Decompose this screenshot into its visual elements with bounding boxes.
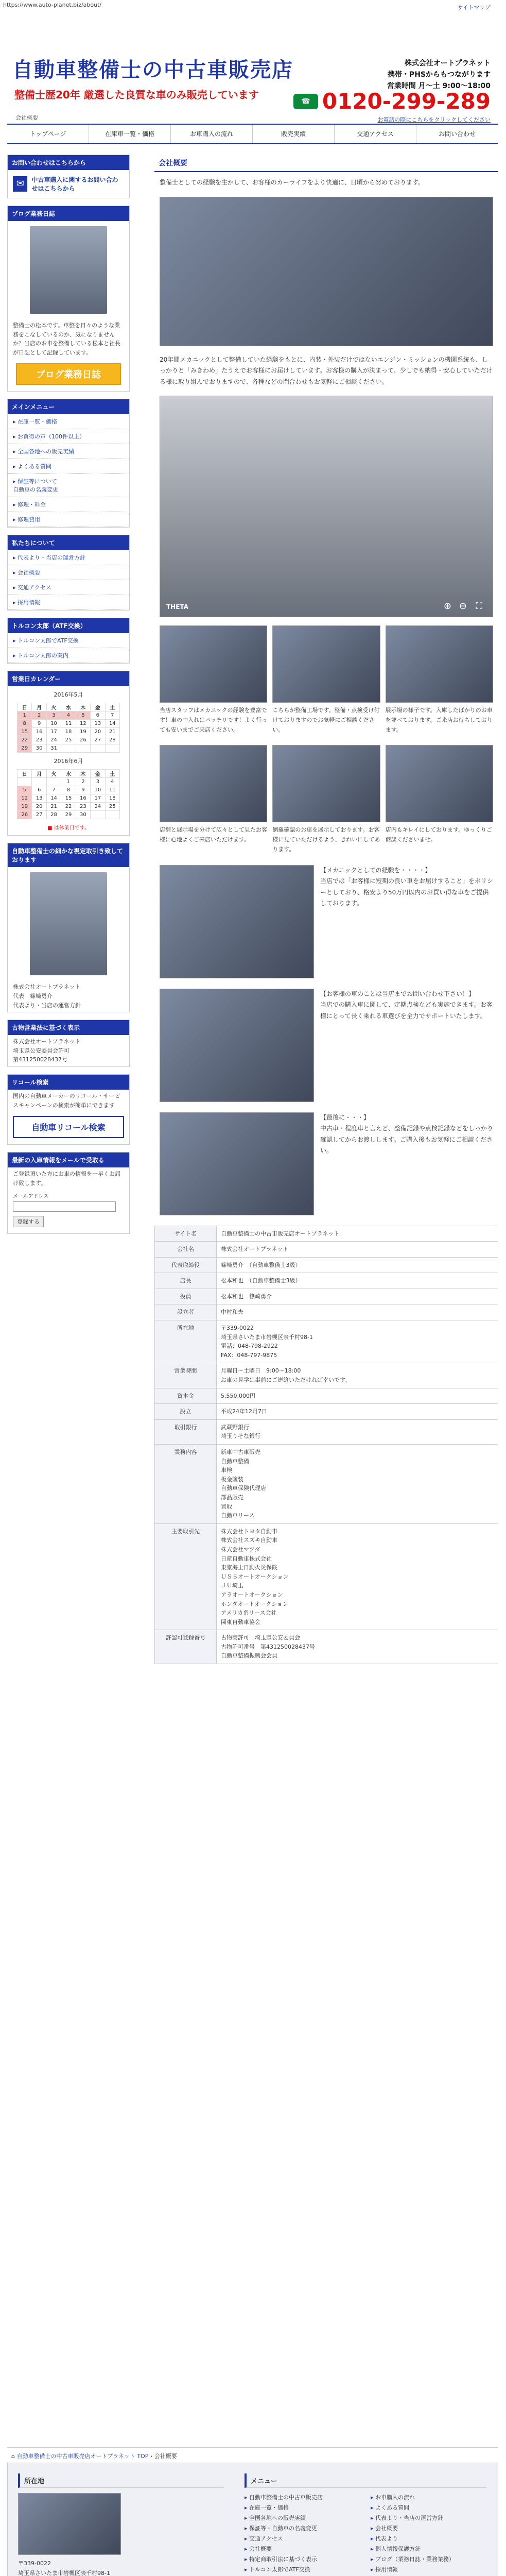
mobile-call-link[interactable]: お電話の際にこちらをクリックしてください [377, 116, 491, 123]
mail-icon: ✉ [13, 176, 27, 192]
blog-head: ブログ業務日誌 [8, 206, 129, 221]
toolkun-item[interactable]: ▸ トルコン太郎の案内 [8, 648, 129, 663]
recall-button[interactable]: 自動車リコール検索 [13, 1116, 124, 1138]
photo-caption: 網羅確認のお車を展示しております。お客様に見ていただけるよう、きれいにしてあります。 [272, 826, 380, 853]
phone-number-text: 0120-299-289 [322, 89, 491, 114]
footer-company [18, 2473, 224, 2576]
photo-caption: 展示場の様子です。入庫したばかりのお車を並べております。ご来店お待ちしております。 [385, 707, 493, 733]
about-head: 私たちについて [8, 535, 129, 550]
table-row: 会社名 株式会社オートプラネット [155, 1242, 498, 1258]
about-box [7, 535, 130, 611]
store-photo [160, 745, 267, 822]
footer-link[interactable]: ▸ 全国各地への販売実績 [245, 2514, 360, 2522]
license-head: 古物営業法に基づく表示 [8, 1020, 129, 1035]
menu-item[interactable]: ▸ 保証等について 自動車の名義変更 [8, 474, 129, 497]
mail-head: 最新の入庫情報をメールで受取る [8, 1153, 129, 1167]
recall-head: リコール検索 [8, 1075, 129, 1090]
nav-top[interactable]: トップページ [7, 125, 89, 143]
sidebar [7, 155, 130, 1241]
footer-link[interactable]: ▸ よくある質問 [371, 2503, 486, 2512]
panorama-viewer[interactable] [160, 396, 493, 617]
calendar-box [7, 671, 130, 836]
footer-link[interactable]: ▸ ブログ（業務日誌・業務業務） [371, 2555, 486, 2563]
menu-item[interactable]: ▸ 全国各地への販売実績 [8, 444, 129, 459]
workshop-photo [272, 625, 380, 703]
calendar-june: 日 月 火 水 木 金 土 1 2 3 4 5 6 7 8 9 10 11 12 13 14 15 16 17 18 19 20 21 22 23 24 25 26 27 28 29 30 [17, 769, 120, 819]
table-row: 店長 松本和也 （自動車整備士3級） [155, 1273, 498, 1289]
zoom-in-icon[interactable]: ⊕ [443, 601, 451, 612]
side-text-3: 【最後に・・・】 中古車・程度車と言えど、整備記録や点検記録などをしっかり確認してからお渡しします。ご購入後もお気軽にご相談ください。 [320, 1113, 494, 1155]
breadcrumb-separator: › [150, 2453, 154, 2460]
page-title: 会社概要 [154, 155, 498, 172]
menu-item[interactable]: ▸ 在庫一覧・価格 [8, 414, 129, 429]
about-item[interactable]: ▸ 採用情報 [8, 595, 129, 610]
nav-access[interactable]: 交通アクセス [335, 125, 416, 143]
breadcrumb-current: 会社概要 [154, 2453, 177, 2460]
photo-caption: 店内もキレイにしております。ゆっくりご商談くださいませ。 [385, 826, 493, 843]
mail-text: ご登録頂いた方にお車の情報を一早くお届け致します。 [13, 1171, 120, 1187]
footer-link[interactable]: ▸ トルコン太郎でATF交換 [245, 2565, 360, 2573]
contact-box [7, 155, 130, 198]
footer-link[interactable]: ▸ 採用情報 [371, 2565, 486, 2573]
footer-link[interactable]: ▸ 個人情報保護方針 [371, 2545, 486, 2553]
staff-photo-small [160, 625, 267, 703]
table-row: 業務内容 新車中古車販売 自動車整備 車検 板金塗装 自動車保険代理店 部品販売 買取 自動車リース [155, 1445, 498, 1524]
zoom-out-icon[interactable]: ⊖ [459, 601, 467, 612]
table-row: 主要取引先 株式会社トヨタ自動車 株式会社スズキ自動車 株式会社マツダ 日産自動車株式会社 東京海上日動火災保険 ＵＳＳオートオークション ＪＵ埼玉 アラオートオークション ホンダオートオークション アメリカ系リース会社 関東自動車協会 [155, 1523, 498, 1630]
footer-link[interactable]: ▸ 自動車整備士の中古車販売店 [245, 2493, 360, 2501]
representative-photo [30, 872, 107, 975]
table-row: サイト名 自動車整備士の中古車販売店オートプラネット [155, 1226, 498, 1242]
breadcrumb-home[interactable]: 自動車整備士の中古車販売店オートプラネット TOP [16, 2453, 149, 2460]
main-content [154, 155, 498, 1669]
footer-link[interactable]: ▸ 会社概要 [245, 2545, 360, 2553]
phone-number[interactable] [293, 89, 491, 114]
table-row: 許認可登録番号 古物商許可 埼玉県公安委員会 古物許可番号 第431250028437号 自動車整備振興会会員 [155, 1630, 498, 1664]
footer-link[interactable]: ▸ 代表より [371, 2534, 486, 2543]
about-item[interactable]: ▸ 会社概要 [8, 565, 129, 580]
blog-box [7, 206, 130, 392]
site-header [0, 12, 506, 123]
photo-row-1 [154, 620, 498, 740]
table-row: 取引銀行 武蔵野銀行 埼玉りそな銀行 [155, 1419, 498, 1444]
footer-photo [18, 2493, 121, 2555]
photo-caption: 店舗と展示場を分けて広々として見たお客様に心地よくご来店いただけます。 [160, 826, 267, 843]
staff-head: 自動車整備士の細かな視定取引き致しております [8, 843, 129, 867]
footer-menu [245, 2473, 486, 2576]
toolkun-head: トルコン太郎（ATF交換） [8, 618, 129, 633]
footer-address: 〒339-0022 埼玉県さいたま市岩槻区表千村98-1 [18, 2560, 110, 2576]
footer-link[interactable]: ▸ 保証等・自動車の名義変更 [245, 2524, 360, 2532]
fullscreen-icon[interactable]: ⛶ [476, 601, 482, 612]
about-item[interactable]: ▸ 交通アクセス [8, 580, 129, 595]
side-text-2: 【お客様の車のことは当店までお問い合わせ下さい！】 当店での購入車に関して、定期点検なども実施できます。お客様にとって長く乗れる車選びを全力でサポートいたします。 [320, 990, 493, 1020]
calendar-note: ■ は休業日です。 [47, 825, 90, 832]
table-row: 資本金 5,550,000円 [155, 1388, 498, 1404]
side-photo-3 [154, 1107, 498, 1221]
theta-label: THETA [166, 603, 188, 611]
table-row: 所在地 〒339-0022 埼玉県さいたま市岩槻区表千村98-1 電話：048-798-2922 FAX：048-797-9875 [155, 1320, 498, 1363]
contact-head: お問い合わせはこちらから [8, 155, 129, 170]
footer-link[interactable]: ▸ 在庫一覧・価格 [245, 2503, 360, 2512]
side-photo-2 [154, 984, 498, 1107]
footer-menu-list [245, 2493, 486, 2576]
main-menu-head: メインメニュー [8, 399, 129, 414]
site-subtitle: 整備士歴20年 厳選した良質な車のみ販売しています [14, 89, 259, 101]
site-title[interactable]: 自動車整備士の中古車販売店 [12, 58, 293, 82]
photo-caption: こちらが整備工場です。整備・点検受け付けておりますのでお気軽にご相談ください。 [272, 707, 380, 733]
about-item[interactable]: ▸ 代表より・当店の運営方針 [8, 550, 129, 565]
menu-item[interactable]: ▸ 修理費用 [8, 512, 129, 527]
maintenance-photo [160, 989, 314, 1102]
photo-caption: 当店スタッフはメカニックの経験を豊富です！車の中入れはパッチリです！よく行っても安いまでご来店ください。 [160, 707, 267, 733]
mail-label: メールアドレス [13, 1194, 49, 1200]
company-table [154, 1226, 498, 1665]
license-text: 株式会社オートプラネット 埼玉県公安委員会許可 第431250028437号 [13, 1038, 81, 1063]
footer-company-head: 所在地 [18, 2473, 224, 2488]
contact-link[interactable] [8, 170, 129, 198]
business-hours: 営業時間 月～土 9:00～18:00 [387, 82, 491, 90]
breadcrumb [7, 2447, 498, 2464]
footer-link[interactable]: ▸ 交通アクセス [245, 2534, 360, 2543]
toolkun-box [7, 618, 130, 664]
menu-item[interactable]: ▸ よくある質問 [8, 459, 129, 474]
recall-box [7, 1074, 130, 1145]
intro-text: 整備士としての経験を生かして、お客様のカーライフをより快適に、日頃から努めております。 [160, 179, 425, 186]
global-nav [7, 124, 498, 144]
menu-item[interactable]: ▸ お買得の声（100件以上） [8, 429, 129, 444]
footer-link[interactable]: ▸ 会社概要 [371, 2524, 486, 2532]
garage-photo [160, 197, 493, 346]
email-field[interactable] [13, 1201, 116, 1212]
blog-button[interactable]: ブログ業務日誌 [16, 363, 121, 385]
footer-link[interactable]: ▸ お車購入の流れ [371, 2493, 486, 2501]
contact-link-text: 中古車購入に関するお問い合わせはこちらから [31, 176, 118, 192]
license-box [7, 1020, 130, 1067]
mail-box [7, 1152, 130, 1234]
url-bar[interactable]: https://www.auto-planet.biz/about/ [3, 2, 102, 8]
header-breadcrumb: 会社概要 [15, 114, 38, 121]
freedial-icon: ☎ [293, 94, 318, 109]
nav-flow[interactable]: お車購入の流れ [171, 125, 253, 143]
interior-photo [386, 745, 493, 822]
table-row: 営業時間 月曜日～土曜日 9:00～18:00 お車の見学は事前にご連絡いただければ幸いです。 [155, 1363, 498, 1388]
calendar-title-june: 2016年6月 [54, 758, 83, 765]
staff-box [7, 843, 130, 1012]
main-menu-box [7, 399, 130, 528]
sitemap-link[interactable]: サイトマップ [457, 4, 491, 11]
menu-item[interactable]: ▸ 修理・料金 [8, 497, 129, 512]
blog-text: 整備士の松本です。車整を日々のような業務をこなしているのか、気になりませんか？当店のお車を整備している松本と社長が日記として記録しています。 [13, 322, 120, 356]
paragraph-1: 20年間メカニックとして整備していた経験をもとに、内装・外装だけではないエンジン・ミッションの機関系統も、しっかりと「みきわめ」たうえでお客様にお届けしています。お客様の購入が決まって、少しでも納得・安心していただける様に取り組んでおりますので、各種などの問合わせもお気軽にご相談ください。 [160, 355, 493, 385]
photo-row-2 [154, 740, 498, 859]
nav-stock[interactable]: 在庫車一覧・価格 [89, 125, 171, 143]
showroom-photo [386, 625, 493, 703]
staff-photo [30, 226, 107, 314]
footer-link[interactable]: ▸ 特定商取引法に基づく表示 [245, 2555, 360, 2563]
company-name: 株式会社オートプラネット [404, 59, 491, 67]
side-photo-1 [154, 860, 498, 984]
mail-submit-button[interactable]: 登録する [13, 1216, 44, 1227]
staff-caption: 株式会社オートプラネット 代表 篠崎勇介 代表より・当店の運営方針 [13, 984, 81, 1009]
toolkun-item[interactable]: ▸ トルコン太郎でATF交換 [8, 633, 129, 648]
engine-photo [160, 1112, 314, 1215]
table-row: 設立者 中村和夫 [155, 1304, 498, 1320]
phs-note: 携帯・PHSからもつながります [387, 71, 491, 79]
table-row: 代表取締役 篠崎勇介 （自動車整備士3級） [155, 1257, 498, 1273]
footer-menu-head: メニュー [245, 2473, 486, 2488]
lift-photo [160, 865, 314, 978]
calendar-may: 日 月 火 水 木 金 土 1 2 3 4 5 6 7 8 9 10 11 12 13 14 15 16 17 18 19 20 21 22 23 24 25 26 27 28 29 30 31 [17, 703, 120, 753]
display-photo [272, 745, 380, 822]
side-text-1: 【メカニックとしての経験を・・・・】 当店では「お客様に短期の良い車をお届けすること」をポリシーとしており、格安より50万円以内のお買い得な車をご提供しております。 [320, 866, 494, 907]
home-icon: ⌂ [11, 2453, 17, 2460]
footer [7, 2463, 498, 2576]
calendar-head: 営業日カレンダー [8, 671, 129, 686]
table-row: 設立 平成24年12月7日 [155, 1404, 498, 1420]
table-row: 役員 松本和也 篠崎勇介 [155, 1289, 498, 1304]
recall-text: 国内の自動車メーカーのリコール・サービスキャンペーンの検索が簡単にできます [13, 1092, 120, 1109]
footer-link[interactable]: ▸ 代表より・当店の運営方針 [371, 2514, 486, 2522]
nav-contact[interactable]: お問い合わせ [416, 125, 498, 143]
nav-sales[interactable]: 販売実績 [253, 125, 335, 143]
calendar-title-may: 2016年5月 [54, 691, 83, 699]
